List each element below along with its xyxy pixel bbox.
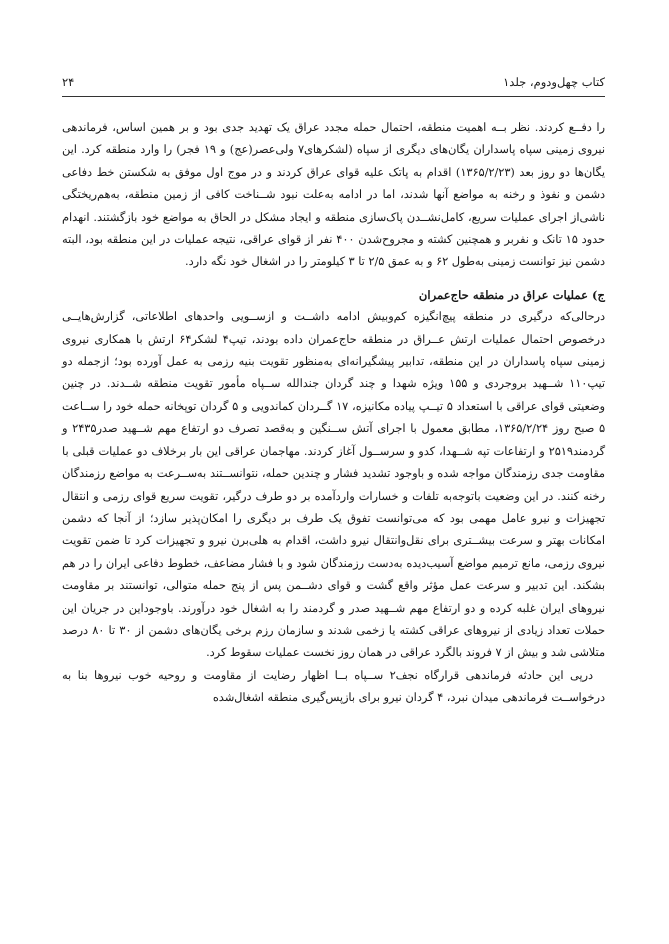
book-title: کتاب چهل‌ودوم، جلد۱	[503, 75, 605, 89]
page-number: ۲۴	[62, 75, 75, 89]
paragraph-2: درحالی‌که درگیری در منطقه پیچ‌انگیزه کم‌وبیش ادامه داشــت و ازســویی واحدهای اطلاعاتی، گزارش‌هایــی درخصوص احتمال عملیات ارتش عــراق در منطقه حاج‌عمران داده بودند، تیپ۴ لشکر۶۴ ارتش با همکاری نیروی زمینی سپاه پاسداران در این منطقه، تدابیر پیشگیرانه‌ای به‌منظور تقویت بنیه رزمی به عمل آورده بود؛ ازجمله دو تیپ۱۱۰ شــهید بروجردی و ۱۵۵ ویژه شهدا و چند گردان جندالله ســپاه مأمور تقویت منطقه شــدند. در چنین وضعیتی قوای عراقی با استعداد ۵ تیــپ پیاده مکانیزه، ۱۷ گــردان کماندویی و ۵ گردان توپخانه حمله خود را ســاعت ۵ صبح روز ۱۳۶۵/۲/۲۴، مطابق معمول با اجرای آتش ســنگین و به‌قصد تصرف دو ارتفاع مهم شــهید صدر۲۴۳۵ و گردمند۲۵۱۹ و ارتفاعات تپه شــهدا، کدو و سرســول آغاز کردند. مهاجمان عراقی این بار برخلاف دو عملیات قبلی با مقاومت جدی رزمندگان مواجه شده و باوجود تشدید فشار و چندین حمله، نتوانســتند به‌ســرعت به مواضع رزمندگان رخنه کنند. در این وضعیت باتوجه‌به تلفات و خسارات واردآمده بر دو طرف درگیر، تقویت سریع قوای رزمی و انتقال تجهیزات و نیرو عامل مهمی بود که می‌توانست تفوق یک طرف بر دیگری را امکان‌پذیر سازد؛ از آنجا که دشمن امکانات بهتر و سرعت بیشــتری برای نقل‌وانتقال نیرو داشت، اقدام به هلی‌برن نیرو و تجهیزات کرد تا ضمن تقویت نیروی رزمی، مانع ترمیم مواضع آسیب‌دیده به‌دست رزمندگان شود و با فشار مضاعف، خطوط دفاعی ایران را در هم بشکند. این تدبیر و سرعت عمل مؤثر واقع گشت و قوای دشــمن پس از پنج حمله متوالی، توانستند بر مقاومت نیروهای ایران غلبه کرده و دو ارتفاع مهم شــهید صدر و گردمند را به اشغال خود درآورند. باوجوداین در جریان این حملات تعداد زیادی از نیروهای عراقی کشته یا زخمی شدند و سازمان رزم برخی یگان‌های دشمن از ۳۰ تا ۸۰ درصد متلاشی شد و بیش از ۷ فروند بالگرد عراقی در همان روز نخست عملیات سقوط کرد.	[62, 310, 606, 660]
paragraph-3: درپی این حادثه فرماندهی قرارگاه نجف۲ ســپاه بــا اظهار رضایت از مقاومت و روحیه خوب نیروها بنا به درخواســت فرماندهی میدان نبرد، ۴ گردان نیرو برای بازپس‌گیری منطقه اشغال‌شده	[62, 668, 605, 705]
section-heading: ج) عملیات عراق در منطقه حاج‌عمران	[418, 287, 605, 302]
body-text	[62, 117, 605, 710]
page	[62, 74, 605, 710]
running-header	[62, 74, 605, 97]
paragraph-1: را دفــع کردند. نظر بــه اهمیت منطقه، احتمال حمله مجدد عراق یک تهدید جدی بود و بر همین اساس، فرماندهی نیروی زمینی سپاه پاسداران یگان‌های دیگری از سپاه (لشکرهای۷ ولی‌عصر(عج) و ۱۹ فجر) را وارد منطقه کرد. این یگان‌ها دو روز بعد (۱۳۶۵/۲/۲۳) اقدام به پاتک علیه قوای عراق کردند و در موج اول موفق به شکستن خط دفاعی دشمن و نفوذ و رخنه به مواضع آنها شدند، اما در ادامه به‌علت نبود شــناخت کافی از زمین منطقه، به‌هم‌ریختگی ناشی‌از اجرای عملیات سریع، کامل‌نشــدن پاک‌سازی منطقه و ایجاد مشکل در الحاق به مواضع خود بازگشتند. انهدام حدود ۱۵ تانک و نفربر و همچنین کشته و مجروح‌شدن ۴۰۰ نفر از قوای عراقی، نتیجه عملیات در این منطقه بود، البته دشمن نیز توانست زمینی به‌طول ۶۲ و به عمق ۲/۵ تا ۳ کیلومتر را در اشغال خود نگه دارد.	[62, 121, 605, 269]
